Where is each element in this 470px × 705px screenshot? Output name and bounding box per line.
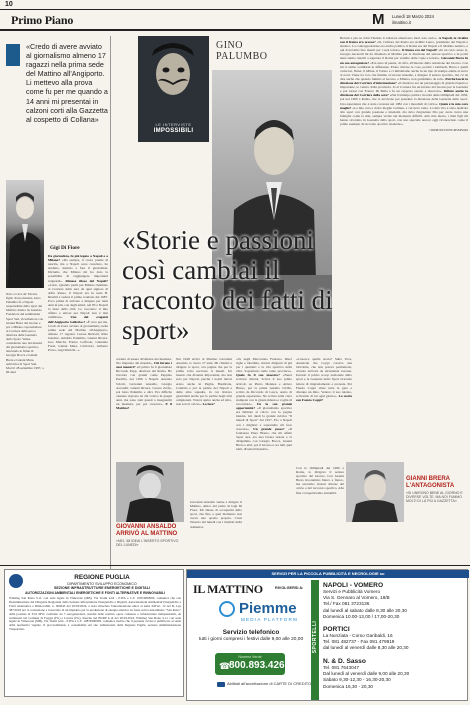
- mattino-logo-suffix: RIVOLGERSI A:: [275, 586, 304, 590]
- article-column-2: Nel 1948 arrivò al Mattino Giovanni Ansaldo, io avevo 27 anni. Mi chiamò a dirigere lo sport, con pagine che per la prima volta uscirono il lunedì. Un inserto che divenne importante, ma non solo per Napoli, perché i nostri lettori erano anche in Puglia, Basilicata, Calabria e poi le partite del Napoli e delle altre squadre, in cui inviavo giornalisti anche per le partite degli altri campionati. Voleva aprire anche ad altro, non solo il calcio». La fece?: [176, 357, 232, 407]
- green-number-label: Numero Verde: [238, 655, 262, 659]
- office-line: Domenica 16,30 - 20,30: [323, 683, 374, 689]
- office-line: Tel./ Fax 081 3723136: [323, 601, 370, 607]
- office-name: PORTICI: [323, 626, 350, 633]
- credit-card-icon: [217, 682, 225, 687]
- regione-sub1: DIPARTIMENTO SVILUPPO ECONOMICO: [67, 582, 137, 586]
- article-column-6: Con le Olimpiadi del 1960 a Roma, io dirigevo il settore sportivo del Giorno. Con Gianni Brera lavorammo fianco a fianco, ma avevamo visioni diverse del calcio e del racconto sportivo. Alla fine ci rispettavamo entrambi.: [296, 466, 344, 495]
- office-name: N. & D. Sasso: [323, 658, 366, 665]
- site-link[interactable]: ilmattino.it: [392, 20, 411, 25]
- sportelli-tab: [311, 580, 319, 700]
- credit-card-note: Abilitati all'accettazione di CARTE DI CREDITO: [227, 681, 312, 686]
- green-number-box[interactable]: [215, 653, 285, 675]
- office-portici: [323, 626, 467, 652]
- ansaldo-figure: [116, 462, 184, 522]
- article-column-1: credere di essere all'altezza del mestiere, l'ho imparato dai maestri». Chi furono i suoi maestri? «Il primo fu il giornalista Riccardo Pepp, direttore del Roma. Ho lavorato con grandi come Peppino Paolillo, nel 1956 a Napoli. Antonio Sciotti, Giovanni Ansaldo, Giorgio Ascarelli, Gianni Rivera, Cesare Zerbo, poi Gino Palumbo e altri. Era difficile ottenere risposta da chi volevo in quegli anni, ma sono stati questi a insegnarmi un mestiere, per poi crescere». E il Mattino?: [116, 357, 172, 411]
- sidebar: [6, 40, 108, 660]
- office-line: Sabato 9,30-12,30 - 16,30-20,30: [323, 677, 391, 683]
- sidebar-quote: «Credo di avere avviato al giornalismo almeno 17 ragazzi nella prima sede del Mattino all'Angiporto. Li mettevo alla prova come fu per me quando a 14 anni mi presentai in calzoni corti alla Gazzetta al cospetto di Collana»: [26, 42, 108, 124]
- masthead-letter: M: [372, 11, 385, 28]
- brera-figure: [346, 462, 404, 522]
- office-napoli: [323, 582, 467, 620]
- office-line: dal lunedì al sabato dalle 8,30 alle 20,30: [323, 607, 407, 613]
- regione-sub3: AUTORIZZAZIONI AMBIENTALI ENERGETICHE E FONTI ALTERNATIVE E RINNOVABILI: [25, 591, 165, 595]
- regione-title: REGIONE PUGLIA: [74, 574, 130, 581]
- office-line: Dal lunedì al venerdì dalle 9,00 alle 20,30: [323, 671, 410, 677]
- issue-date: Lunedì 18 Marzo 2024: [392, 14, 434, 19]
- brera-box-title: GIANNI BRERA L'ANTAGONISTA: [406, 476, 455, 489]
- page-number: 10: [5, 1, 13, 8]
- office-line: La Nunziata - Corso Garibaldi, 16: [323, 633, 393, 638]
- office-line: Servizi e Pubblicità Vomero: [323, 589, 381, 594]
- article-column-4: «Conosce quella storia? Sulla Voce, annunciai che Coppi correva una bicicletta, che non poteva permettersi, dovette arrivare da un'azienda toscana. Inventò il primo scoop nazionale dello sport e la Gazzetta dello Sport ricevette lettere di ringraziamento e proteste. Poi Fausto Coppi vinse tutte le gare e divenne un mito. Vedevo il suo talento, scrivendo di lui ogni giorno». La storia con Fausto Coppi?: [296, 357, 352, 402]
- phone-icon: ☎: [219, 661, 231, 671]
- article-column-5: Giovanni Ansaldo venne a dirigere il Mattino, amico del padre di Gigi Di Fiore. Mi chiese di occuparmi dello sport, che fino a quel momento non aveva uno spazio proprio. Creai l'inserto del lunedì con i risultati della domenica.: [190, 500, 242, 529]
- brera-box-quote: «SI UNIRONO BENE AL GIORNO E DIVERSE VOLTE, MA NOI FUMMO MOLTI DI LÀ PIÙ A GAZZETTA»: [406, 490, 463, 503]
- copyright-note: ©RIPRODUZIONE RISERVATA: [428, 128, 468, 133]
- piemme-header: SERVIZI PER LA PICCOLA PUBBLICITÀ E NECROLOGIE su: [187, 570, 469, 578]
- portrait-figure: [6, 180, 44, 288]
- ansaldo-box-title: GIOVANNI ANSALDO ARRIVÒ AL MATTINO: [116, 524, 178, 537]
- service-title: Servizio telefonico: [222, 629, 280, 636]
- right-column-text: Berruti e più su John Thomas il saltatore americano fuori solo serio». A Napoli, la rivalità con il Roma era accesa? «Sì, l'editore del Roma era Achille Lauro, presidente del Napoli e sindaco. La contrapposizione era anche politica, il Roma era del Napoli e il Mattino nemico, e qui dovevamo fare inserti per i suoi lettori». Il Roma era del Napoli? «In un certo senso sì, Giorgio Ascarelli mi ha chiamato al Mattino per la direzione del settore sportivo e in pochi mesi siamo riusciti a superare il Roma per vendite delle copie e lettori». Giovanni Brera fu un suo antagonista? «Era stato di penna, di cifra, all'interno della redazione del Giorno. Con lui ci siamo scambiati le differenze. Erano diverse le cose, perché i lombardi, Brera e quelli come lui, l'Inter, il Milan, il Torino e ci imbattiamo anche in un tipo di stampa adatta al sud e al nord. Viene tra loro che fummo al Giorno insieme, a dirigere il settore sportivo, ma c'è da dire anche che quando fummo al Giorno, a Milano, non guidammo da soli». Perché lasciò la direzione del Corriere d'informazione? «Il direttore era un personaggio di grande rispetto e importante, io venivo dalla provincia. Io al Corriere fui un inviato del Giorno per la Gazzetta e poi tornai con Franco Di Bella e fu un rapporto sereno e durevole». Rifiutò anche la direzione del Corriere della sera? «Nel frattempo prima i tirocini delle Olimpiadi del 1956, poi nel 1960 a Roma, che ci servirono per prendere la direzione della Gazzetta dello sport. Una esperienza che è stata coronata nel 1982 con i mondiali di calcio». Quale è la mia cara moglie? «La mia cara e dolce moglie Carmen, a cui devo tanto. La mia vita è stata dedicata allo sport con grande passione e intensità, ma devo ringraziare Dio per avere avuto una famiglia come la mia, sempre vicina nei momenti difficili. Alla mia morte, i miei figli mi hanno ricordato in Gazzetta dello sport, con uno speciale ancora oggi riconosciuto come il primo esempio di racconto sportivo moderno». ©RIPRODUZIONE RISERVATA: [340, 36, 468, 133]
- mattino-logo: IL MATTINO: [193, 582, 263, 596]
- regione-puglia-ad: [4, 569, 184, 697]
- sidebar-logo-mark: [6, 44, 20, 66]
- service-hours: tutti i giorni compresi i festivi dalle 9,00 alle 20,00: [198, 637, 304, 642]
- book-series-label: LE INTERVISTE: [155, 122, 192, 127]
- green-number-value[interactable]: 800.893.426: [229, 660, 285, 671]
- office-sasso: [323, 658, 467, 690]
- office-line: dal lunedì al venerdì dalle 8,30 alle 20,30: [323, 645, 409, 651]
- header-rule: [0, 29, 470, 31]
- section-title: Primo Piano: [11, 13, 74, 27]
- sidebar-article-text: Da giornalista, fu più legato a Napoli o a Milano? «Da sempre, il cuore preme di nascita, ma a Napoli sono cresciuto, ho studiato, iniziato a fare il giornalista. Diciamo che Milano mi ha dato la possibilità di raggiungere importanti traguardi». Rimase tifoso del Napoli? «Certo. Quando partii per Milano chiamato al Corriere della sera da quel signore di Alfio Russo, il Napoli era in serie B. Risaliti a vedere il primo scudetto del 1987. Poco prima di arrivare a dirigere per tanti anni in più, con degli amici, nel 83 a Napoli la festa della città. Lo racconto: il mio affetto e amore per Napoli non è mai cambiato». Uno del «ragazzi dell'Angiporto Galleria»? «È vero per me. Credo di avere avviato al giornalismo, nella prima sede del Mattino all'Angiporto, almeno 17 ragazzi. Cesare Rizzotti, Rino Giudice, Arnaldo Palumbo, Gianni Rivera, Geo Marchi, Franco Loffredo, Giannino Fuoti, Gianni Mura, Calciatori, Gilberto Pravo, Gigi Marichi...».: [48, 254, 108, 353]
- office-line: Via S. Gennaro al Vomero, 18/B: [323, 595, 390, 601]
- regione-notice-text: Windleg San Rotto S.r.l. con sede legale in Vimercate (MB), Via Tremi n.64 - P.IVA e C.F. 10874990969, comunica che con Determinazione del Dirigente Regionale della Sezione Infrastrutture Energetiche e Digitali, Autorizzazioni Ambientali Energetiche e Fonti Alternative e Rinnovabili, n. 000043 del 26/03/2024, è stata rilasciata l'autorizzazione unica ai sensi dell'art. 12 del D. Lgs 387/2003 per la costruzione e l'esercizio di un impianto per la produzione di energia elettrica da fonte eolica denominato "San Rotto" della potenza di 33,6 MW, costituito da 7 aerogeneratori, nonché delle relative opere connesse e infrastrutture indispensabili, da realizzarsi nel Comune di Foggia (FG) e Lucera (FG), inserito nel BURP n.14 del 28.03.2024. Windleg San Rotto S.r.l. con sede legale in Vimercate (MB), Via Tremi n.64 - P.IVA e C.F. 10874990969, comunica inoltre che il presente avviso è pubblicato ai sensi della normativa vigente. Il provvedimento è consultabile sul sito istituzionale della Regione Puglia, sezione Amministrazione Trasparente.: [9, 597, 181, 632]
- page-header: [0, 0, 470, 30]
- portrait-caption: Nato a Cava de' Tirreni, figlio di un ebanista, Gino Palumbo fu a Napoli responsabile dello sport del Mattino diretto da Ansaldo. Fondatore del settimanale Sport Sud, vicedirettore con Giannì Brera del Giorno e poi a Milano caporedattore al Corriere della sera e direttore della Gazzetta dello Sport. Venne considerato uno dei maestri del giornalismo sportivo, lanciando le firme di Giorgio Bocca e Gianni Brera e Gianni Mura, nell'ottica di Sport Sud. Morì il 28 settembre 1987, a 66 anni: [6, 292, 44, 374]
- piemme-brand-sub: MEDIA PLATFORM: [241, 617, 299, 622]
- headline-kicker: GINO PALUMBO: [216, 40, 268, 62]
- office-line: Tel. 081 7643047: [323, 665, 359, 670]
- brera-box: [406, 476, 468, 526]
- office-line: Tel. 081 482737 - Fax 081 479919: [323, 639, 395, 645]
- ansaldo-box: [116, 524, 184, 560]
- brera-photo: [346, 462, 404, 522]
- piemme-ad: [186, 569, 468, 701]
- portrait-photo: [6, 180, 44, 288]
- regione-sub2: SEZIONE INFRASTRUTTURE ENERGETICHE E DIGITALI: [54, 586, 150, 590]
- article-column-3: «Sì, negli Macrostato Fratrano. Dieci righe e tabellino, inviati dirigenti di già per i quartieri e la vita sportiva della città. Soprattutto nelle tante province». Quale fu il suo maestro? «Nerei scrivere diversi. Scrive il suo primo articolo su Pietro Mennea e Arturo Bruno, poi la prima Aurelio Cirillo, scritto da Riccardo di Lasca, uomo di grande esperienza. Ne scrissi sulla carta stampata con la giusta misura e voglia di raccontare». Fu la sua grande opportunità? «Il giornalismo sportivo era limitato al calcio con la pagina interna. Gli diedi la grande rubrica "Il lunedì di Sport" dal 1957. Ero a Napoli con i migliori e soprattutto mi fece crescere». Un grande passo? «Il fondatore Piero Bruno, che mi affidò Sport sud, era una buona testata e la dirigemmo con Giorgio Bocca, Gianni Brera e altri, poi il Giorno e ora tutti quei tanti, diventati maestri».: [236, 357, 292, 452]
- ansaldo-photo: [116, 462, 184, 522]
- book-series-title: IMPOSSIBILI: [153, 128, 194, 134]
- sidebar-divider: [110, 36, 111, 656]
- author-byline: Gigi Di Fiore: [50, 245, 80, 251]
- headline-title: «Storie e passioni così cambiai il racconto dei fatti di sport»: [122, 225, 333, 345]
- office-line: Domenica 10.00-13,00 / 17,00-20,30: [323, 613, 400, 619]
- piemme-brand: Piemme: [239, 600, 297, 617]
- office-name: NAPOLI - VOMERO: [323, 582, 384, 589]
- piemme-logo-icon: [219, 601, 235, 617]
- top-rule: [0, 9, 470, 10]
- ansaldo-box-quote: «NEL '48 IDEAI L'INSERTO SPORTIVO DEL LUNEDÌ»: [116, 538, 179, 547]
- ads-top-rule: [0, 565, 470, 566]
- sportelli-label: SPORTELLI: [312, 620, 318, 654]
- regione-logo-icon: [9, 574, 23, 588]
- book-cover: [138, 36, 209, 142]
